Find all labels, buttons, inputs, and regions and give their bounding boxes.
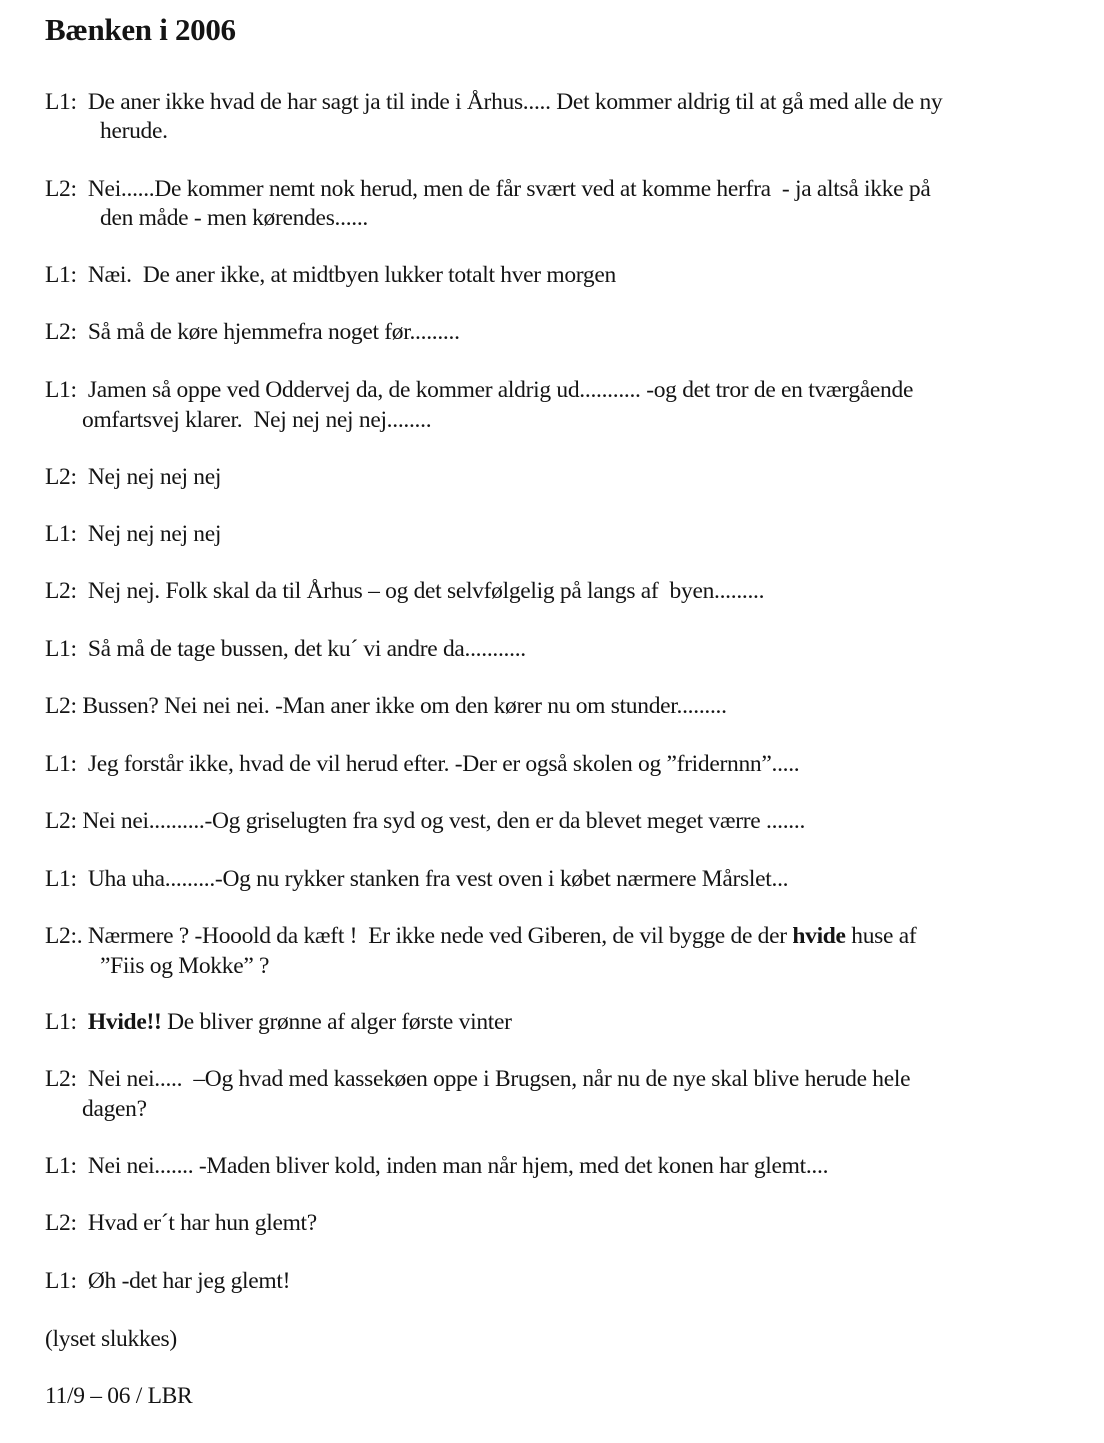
dialogue-text: Uha uha.........-Og nu rykker stanken fra vest oven i købet nærmere Mårslet... bbox=[87, 866, 789, 892]
dialogue-line bbox=[45, 865, 788, 894]
speaker-label: L2: bbox=[45, 693, 77, 719]
dialogue-text: Hvad er´t har hun glemt? bbox=[87, 1210, 317, 1236]
speaker-label: L1: bbox=[45, 751, 77, 777]
dialogue-line bbox=[45, 318, 460, 347]
dialogue-text: Nei nei....... -Maden bliver kold, inden man når hjem, med det konen har glemt.... bbox=[87, 1153, 829, 1179]
speaker-label: L1: bbox=[45, 866, 77, 892]
dialogue-text: De aner ikke hvad de har sagt ja til inde i Århus..... Det kommer aldrig til at gå med alle de ny bbox=[87, 89, 943, 115]
dialogue-text: Nei......De kommer nemt nok herud, men de får svært ved at komme herfra - ja altså ikke på bbox=[87, 176, 931, 202]
dialogue-text: Jeg forstår ikke, hvad de vil herud efter. -Der er også skolen og ”fridernnn”..... bbox=[87, 751, 800, 777]
dialogue-text: Næi. De aner ikke, at midtbyen lukker totalt hver morgen bbox=[87, 262, 616, 288]
dialogue-line bbox=[45, 520, 221, 549]
speaker-label: L2: bbox=[45, 808, 77, 834]
dialogue-text: Nei nei..........-Og griselugten fra syd og vest, den er da blevet meget værre ....... bbox=[82, 808, 806, 834]
dialogue-line bbox=[45, 1209, 317, 1238]
dialogue-text: Øh -det har jeg glemt! bbox=[87, 1268, 291, 1294]
dialogue-continuation: den måde - men kørendes...... bbox=[100, 205, 368, 231]
dialogue-line bbox=[45, 175, 930, 204]
speaker-label: L1: bbox=[45, 89, 77, 115]
speaker-label: L2: bbox=[45, 319, 77, 345]
speaker-label: L1: bbox=[45, 377, 77, 403]
dialogue-line bbox=[45, 1008, 512, 1037]
speaker-label: L1: bbox=[45, 521, 77, 547]
dialogue-text: Nej nej nej nej bbox=[87, 464, 222, 490]
speaker-label: L2:. bbox=[45, 923, 83, 949]
speaker-label: L1: bbox=[45, 1268, 77, 1294]
dialogue-text: Nærmere ? -Hooold da kæft ! Er ikke nede ved Giberen, de vil bygge de der bbox=[87, 923, 793, 949]
dialogue-text: Bussen? Nei nei nei. -Man aner ikke om den kører nu om stunder......... bbox=[82, 693, 727, 719]
dialogue-line bbox=[45, 1267, 290, 1296]
speaker-label: L2: bbox=[45, 176, 77, 202]
dialogue-line bbox=[45, 692, 727, 721]
dialogue-line bbox=[45, 463, 221, 492]
dialogue-line bbox=[45, 88, 942, 117]
dialogue-text: Nei nei..... –Og hvad med kassekøen oppe i Brugsen, når nu de nye skal blive herude hele bbox=[87, 1066, 911, 1092]
speaker-label: L1: bbox=[45, 636, 77, 662]
speaker-label: L1: bbox=[45, 262, 77, 288]
emphasis-text: hvide bbox=[792, 923, 846, 949]
dialogue-line bbox=[45, 922, 916, 951]
dialogue-line bbox=[45, 1065, 910, 1094]
dialogue-text: Nej nej. Folk skal da til Århus – og det selvfølgelig på langs af byen......... bbox=[87, 578, 765, 604]
dialogue-line bbox=[45, 807, 805, 836]
speaker-label: L1: bbox=[45, 1009, 77, 1035]
dialogue-line bbox=[45, 577, 764, 606]
speaker-label: L2: bbox=[45, 464, 77, 490]
speaker-label: L1: bbox=[45, 1153, 77, 1179]
dialogue-line bbox=[45, 261, 616, 290]
dialogue-continuation: dagen? bbox=[82, 1096, 147, 1122]
dialogue-line bbox=[45, 376, 913, 405]
speaker-label: L2: bbox=[45, 578, 77, 604]
dialogue-text: De bliver grønne af alger første vinter bbox=[161, 1009, 512, 1035]
dialogue-line bbox=[45, 750, 799, 779]
dialogue-text: Så må de tage bussen, det ku´ vi andre da........... bbox=[87, 636, 526, 662]
speaker-label: L2: bbox=[45, 1066, 77, 1092]
speaker-label: L2: bbox=[45, 1210, 77, 1236]
stage-direction: (lyset slukkes) bbox=[45, 1326, 177, 1352]
dialogue-text: huse af bbox=[845, 923, 917, 949]
signature-date: 11/9 – 06 / LBR bbox=[45, 1383, 193, 1409]
dialogue-line bbox=[45, 1152, 828, 1181]
dialogue-continuation: omfartsvej klarer. Nej nej nej nej........ bbox=[82, 407, 432, 433]
dialogue-text: Nej nej nej nej bbox=[87, 521, 222, 547]
dialogue-text: Så må de køre hjemmefra noget før......... bbox=[87, 319, 460, 345]
dialogue-continuation: herude. bbox=[100, 118, 168, 144]
dialogue-continuation: ”Fiis og Mokke” ? bbox=[100, 953, 270, 979]
document-title: Bænken i 2006 bbox=[45, 12, 236, 47]
dialogue-line bbox=[45, 635, 526, 664]
emphasis-text: Hvide!! bbox=[87, 1009, 162, 1035]
dialogue-text: Jamen så oppe ved Oddervej da, de kommer aldrig ud........... -og det tror de en tværgående bbox=[87, 377, 914, 403]
